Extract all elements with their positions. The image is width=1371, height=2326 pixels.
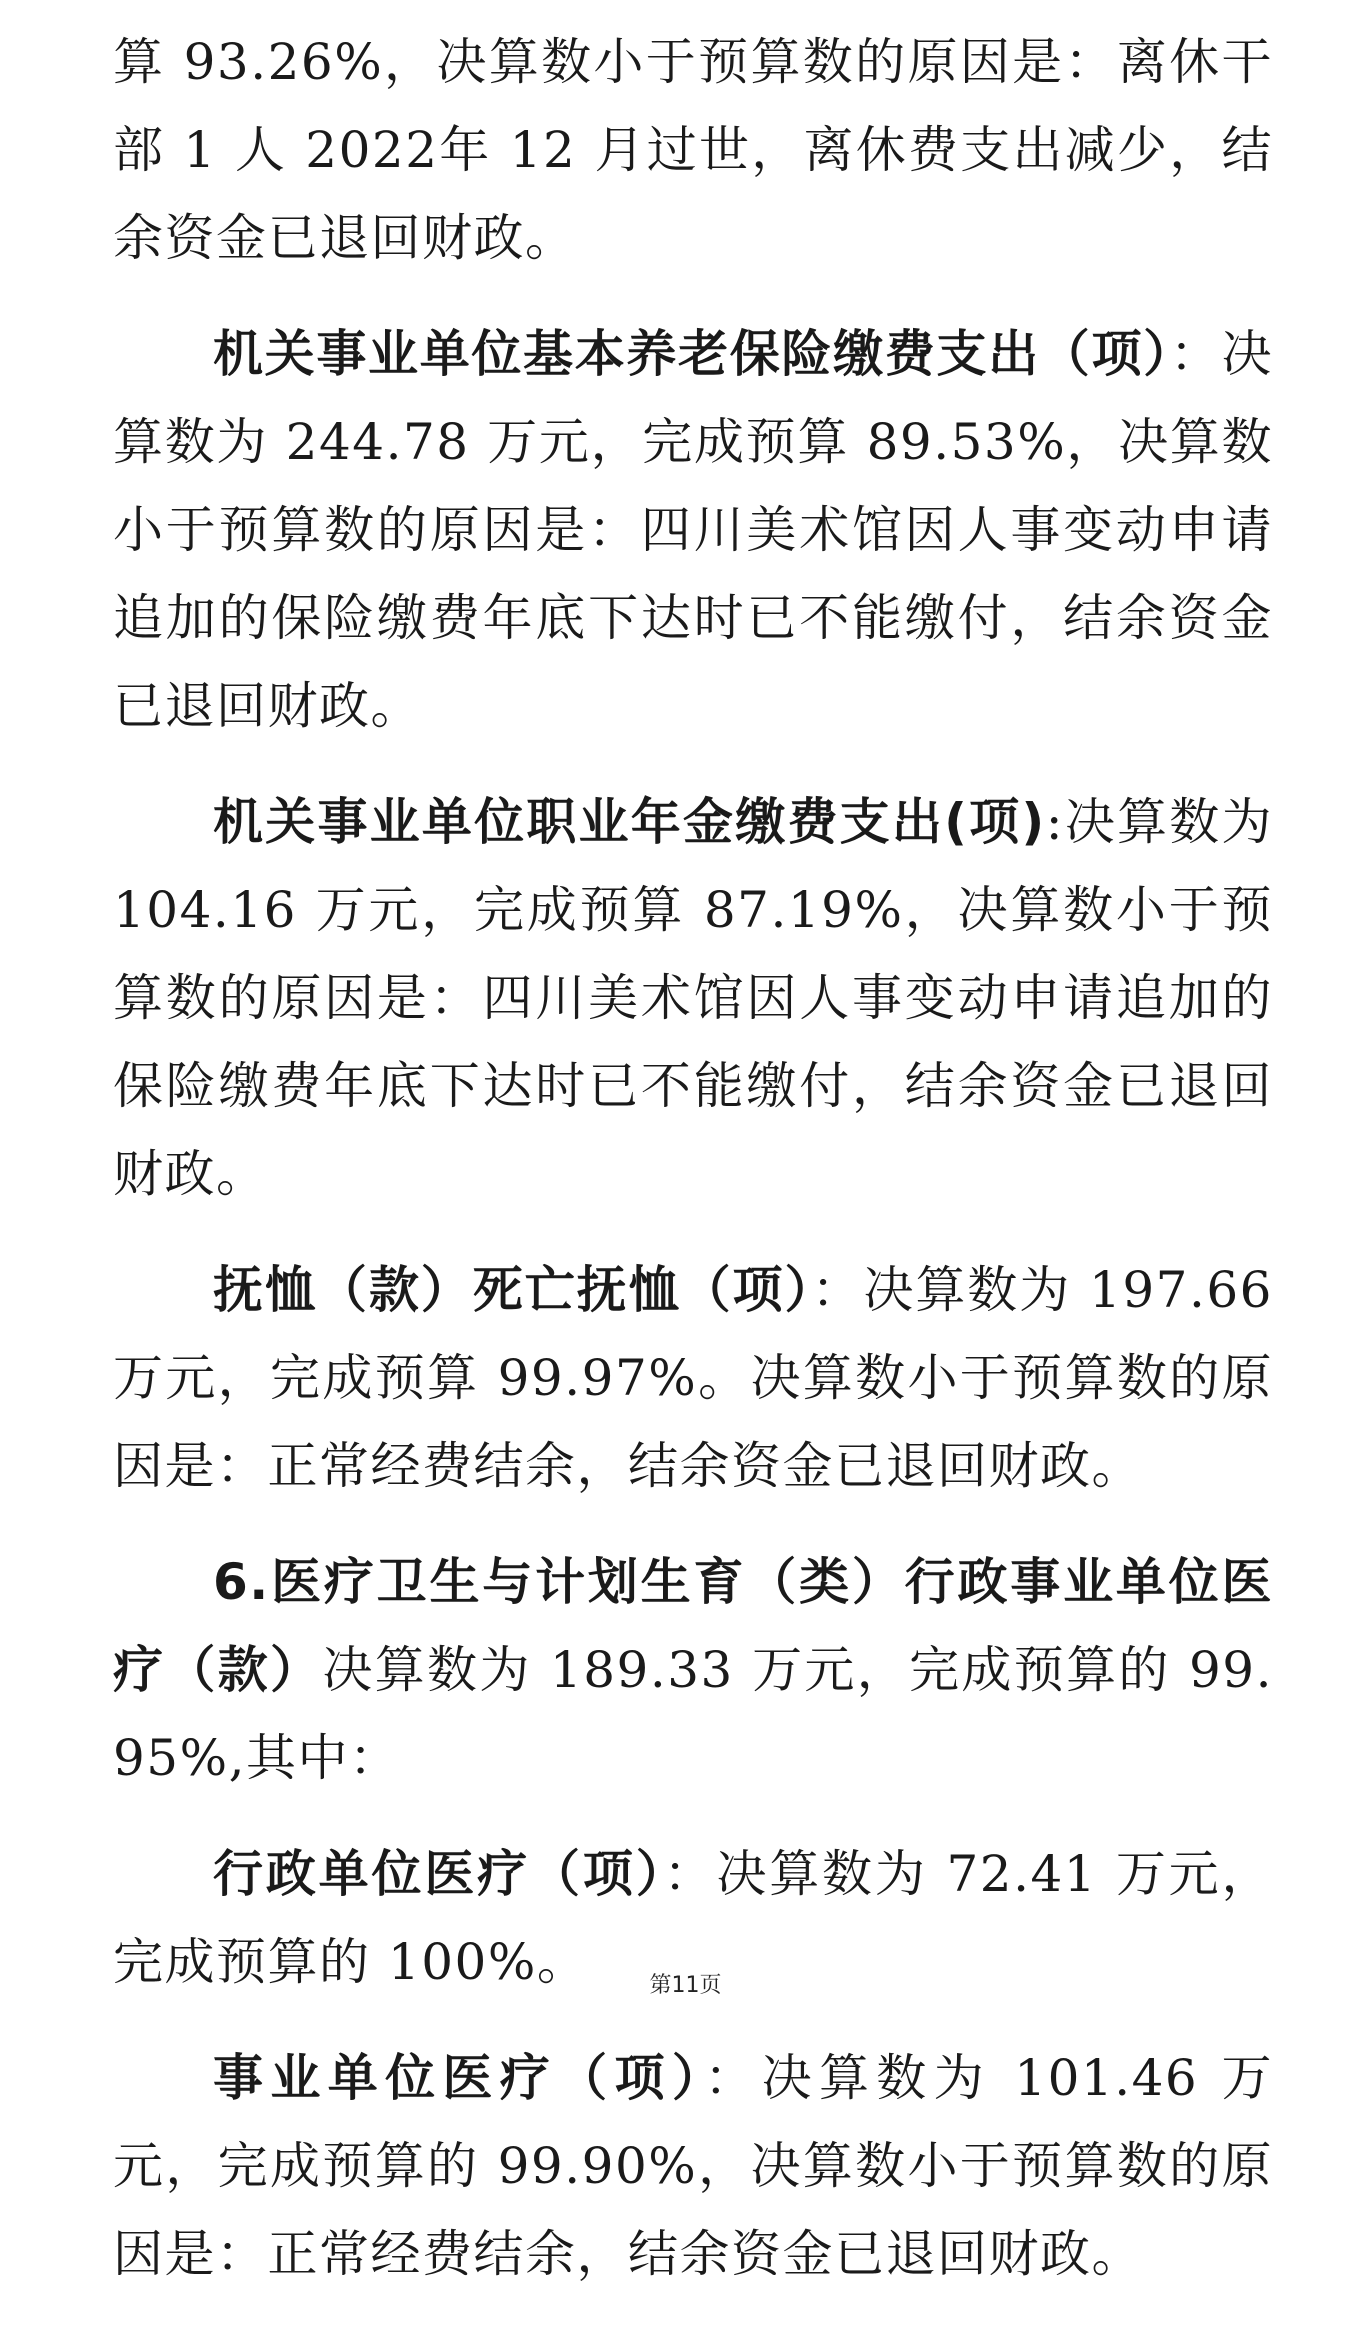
- paragraph-body: 算 93.26%，决算数小于预算数的原因是：离休干部 1 人 2022年 12 月过世，离休费支出减少，结余资金已退回财政。: [113, 33, 1273, 267]
- paragraph-body: ：决算数为 197.66 万元，完成预算 99.97%。决算数小于预算数的原因是：正常经费结余，结余资金已退回财政。: [113, 1261, 1273, 1495]
- paragraph-retirement-fee: [113, 18, 1273, 282]
- paragraph-medical-category: [113, 1538, 1273, 1802]
- paragraph-heading: 6.医疗卫生与计划生育（类）行政事业单位医疗（款）: [113, 1553, 1273, 1699]
- paragraph-heading: 机关事业单位基本养老保险缴费支出（项）: [213, 325, 1170, 383]
- page-number: 第11页: [649, 1973, 722, 1998]
- paragraph-body: ：决算数为 101.46 万元，完成预算的 99.90%，决算数小于预算数的原因是：正常经费结余，结余资金已退回财政。: [113, 2049, 1273, 2283]
- paragraph-heading: 事业单位医疗（项）: [213, 2049, 705, 2107]
- paragraph-pension-insurance: [113, 310, 1273, 750]
- paragraph-death-pension: [113, 1246, 1273, 1510]
- paragraph-body: :决算数为 104.16 万元，完成预算 87.19%，决算数小于预算数的原因是：四川美术馆因人事变动申请追加的保险缴费年底下达时已不能缴付，结余资金已退回财政。: [113, 793, 1273, 1203]
- paragraph-body: ：决算数为 244.78 万元，完成预算 89.53%，决算数小于预算数的原因是：四川美术馆因人事变动申请追加的保险缴费年底下达时已不能缴付，结余资金已退回财政。: [113, 325, 1274, 735]
- paragraph-body: ：决算数为 72.41 万元，完成预算的 100%。: [113, 1845, 1273, 1991]
- paragraph-occupational-annuity: [113, 778, 1273, 1218]
- paragraph-heading: 抚恤（款）死亡抚恤（项）: [213, 1261, 812, 1319]
- paragraph-institution-medical: [113, 2034, 1273, 2298]
- paragraph-body: 决算数为 189.33 万元，完成预算的 99.95%,其中：: [113, 1641, 1273, 1787]
- paragraph-heading: 行政单位医疗（项）: [213, 1845, 664, 1903]
- paragraph-heading: 机关事业单位职业年金缴费支出(项): [213, 793, 1046, 851]
